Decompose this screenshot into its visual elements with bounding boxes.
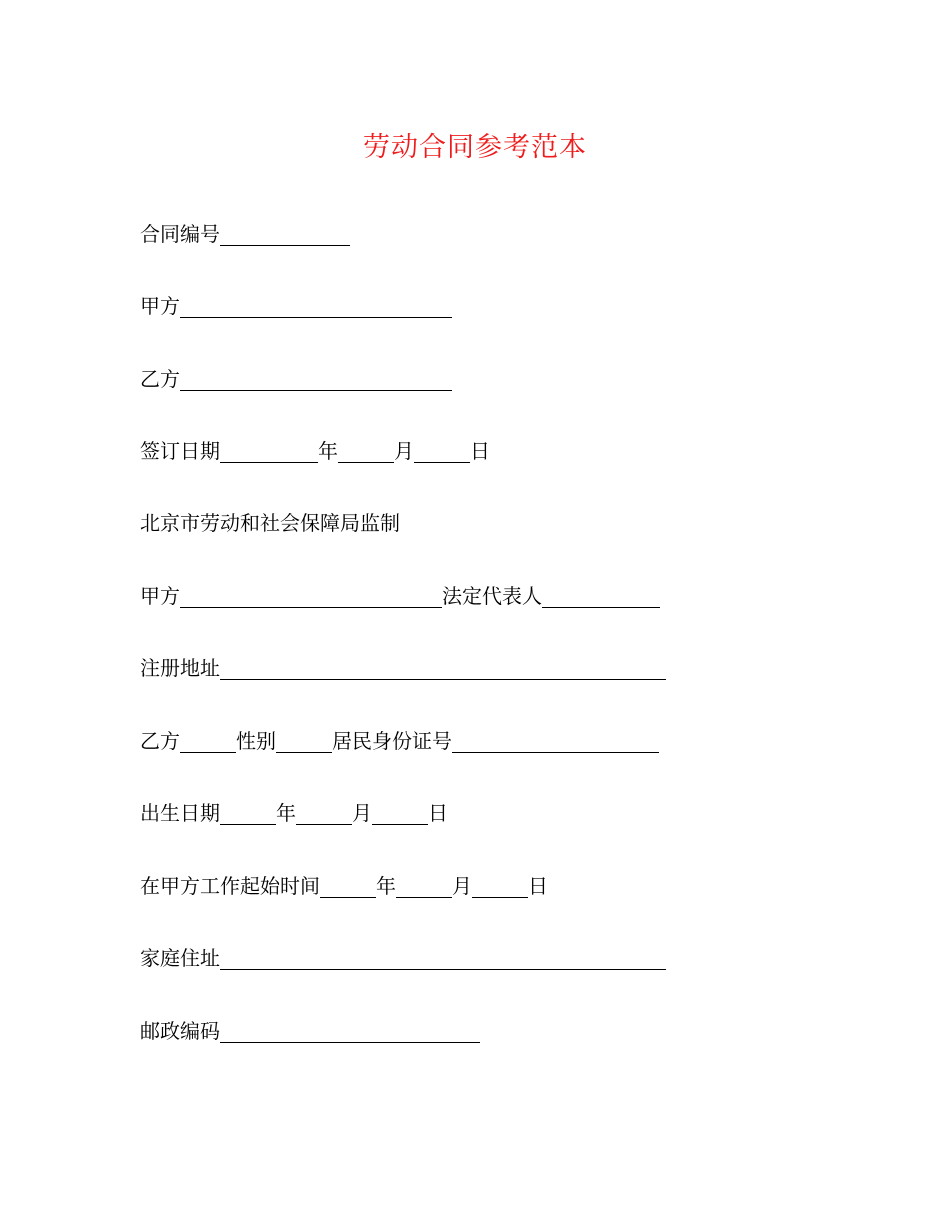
party-b-info-label: 乙方 xyxy=(140,729,180,753)
party-b-label: 乙方 xyxy=(140,367,180,391)
birth-day-label: 日 xyxy=(428,801,448,825)
signing-year-label: 年 xyxy=(318,439,338,463)
birth-month-label: 月 xyxy=(352,801,372,825)
birth-day-blank[interactable] xyxy=(372,800,428,825)
legal-rep-label: 法定代表人 xyxy=(442,584,542,608)
signing-month-label: 月 xyxy=(394,439,414,463)
start-year-blank[interactable] xyxy=(320,873,376,898)
id-number-blank[interactable] xyxy=(452,728,659,753)
supervisor-line xyxy=(140,508,400,538)
birth-date-line xyxy=(140,798,448,828)
start-day-blank[interactable] xyxy=(472,873,528,898)
party-a-line xyxy=(140,291,452,321)
legal-rep-blank[interactable] xyxy=(542,583,660,608)
start-day-label: 日 xyxy=(528,874,548,898)
party-b-name-blank[interactable] xyxy=(180,728,236,753)
signing-date-label: 签订日期 xyxy=(140,439,220,463)
signing-day-label: 日 xyxy=(470,439,490,463)
registered-address-line xyxy=(140,653,666,683)
birth-date-label: 出生日期 xyxy=(140,801,220,825)
postal-code-label: 邮政编码 xyxy=(140,1019,220,1043)
id-number-label: 居民身份证号 xyxy=(332,729,452,753)
home-address-label: 家庭住址 xyxy=(140,946,220,970)
registered-address-label: 注册地址 xyxy=(140,656,220,680)
party-a-name-blank[interactable] xyxy=(180,583,442,608)
signing-month-blank[interactable] xyxy=(338,438,394,463)
registered-address-blank[interactable] xyxy=(220,655,666,680)
start-date-line xyxy=(140,871,548,901)
start-month-label: 月 xyxy=(452,874,472,898)
signing-year-blank[interactable] xyxy=(220,438,318,463)
birth-year-label: 年 xyxy=(276,801,296,825)
start-month-blank[interactable] xyxy=(396,873,452,898)
party-a-label: 甲方 xyxy=(140,294,180,318)
party-a-blank[interactable] xyxy=(180,293,452,318)
party-b-line xyxy=(140,364,452,394)
supervisor-text: 北京市劳动和社会保障局监制 xyxy=(140,511,400,535)
start-year-label: 年 xyxy=(376,874,396,898)
party-b-blank[interactable] xyxy=(180,366,452,391)
gender-blank[interactable] xyxy=(276,728,332,753)
signing-date-line xyxy=(140,436,490,466)
contract-number-line xyxy=(140,219,350,249)
document-title: 劳动合同参考范本 xyxy=(363,132,587,163)
start-date-label: 在甲方工作起始时间 xyxy=(140,874,320,898)
party-b-info-line xyxy=(140,726,659,756)
contract-number-label: 合同编号 xyxy=(140,222,220,246)
birth-month-blank[interactable] xyxy=(296,800,352,825)
signing-day-blank[interactable] xyxy=(414,438,470,463)
birth-year-blank[interactable] xyxy=(220,800,276,825)
home-address-blank[interactable] xyxy=(220,945,666,970)
gender-label: 性别 xyxy=(236,729,276,753)
contract-number-blank[interactable] xyxy=(220,221,350,246)
home-address-line xyxy=(140,943,666,973)
party-a-rep-line xyxy=(140,581,660,611)
party-a-rep-label: 甲方 xyxy=(140,584,180,608)
postal-code-blank[interactable] xyxy=(220,1018,480,1043)
postal-code-line xyxy=(140,1016,480,1046)
